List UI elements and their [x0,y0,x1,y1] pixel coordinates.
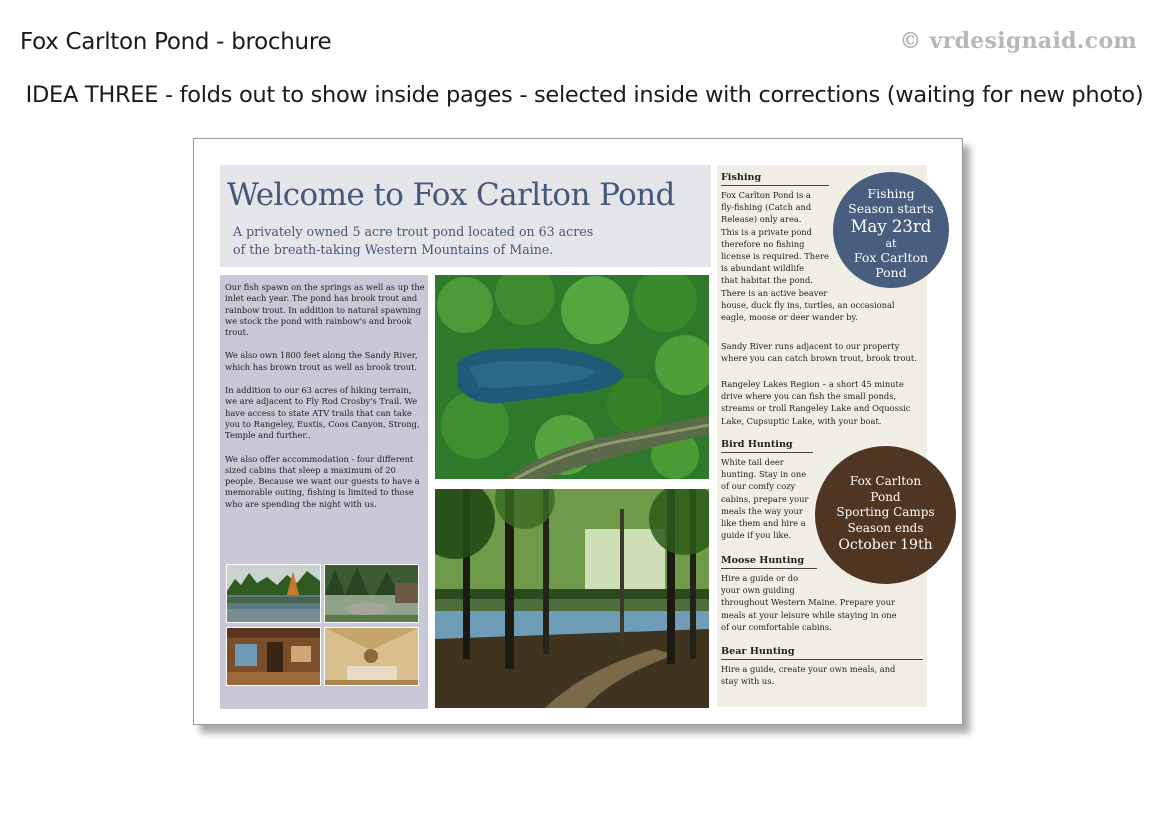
thumbnail-pond-shore [226,564,321,623]
badge-line: Season starts [848,201,934,216]
moose-hunting-heading: Moose Hunting [721,555,817,569]
bear-hunting-heading: Bear Hunting [721,646,923,660]
fishing-line: fly-fishing (Catch and [721,202,812,213]
left-column [220,275,428,709]
fishing-line: Release) only area. [721,214,802,225]
fishing-heading: Fishing [721,172,829,186]
bird-line: like them and hire a [721,518,806,529]
fishing-line: This is a private pond [721,226,812,237]
badge-line: Fishing [867,186,915,201]
moose-line: Hire a guide or do [721,573,799,583]
copyright-watermark: © vrdesignaid.com [899,28,1137,54]
thumbnail-cabin-grounds [324,564,419,623]
moose-line: meals at your leisure while staying in one [721,609,897,620]
badge-line: at [885,237,897,250]
page-caption: Fox Carlton Pond - brochure [20,29,332,55]
fishing-line: therefore no fishing [721,238,805,249]
fishing-season-badge [833,172,949,288]
rangeley-paragraph: Rangeley Lakes Region – a short 45 minute drive where you can fish the small ponds, streams or troll Rangeley Lake and Oquossic Lake, Cupsuptic Lake, with your boat. [721,379,911,426]
brochure-sheet [193,138,963,725]
paragraph-accommodation: We also offer accommodation - four different sized cabins that sleep a maximum of 20 people. Because we want our guests to have a memorable outing, fishing is limited to those who are spending the night with us. [225,453,420,509]
idea-description: IDEA THREE - folds out to show inside pages - selected inside with corrections (waiting for new photo) [25,82,1144,108]
paragraph-spawn: Our fish spawn on the springs as well as up the inlet each year. The pond has brook trout and rainbow trout. In addition to natural spawning we stock the pond with rainbow's and brook trout. [225,282,425,338]
moose-line: of our comfortable cabins. [721,621,832,632]
paragraph-river: We also own 1800 feet along the Sandy River, which has brown trout as well as brook trout. [225,350,418,372]
sandy-river-paragraph: Sandy River runs adjacent to our property where you can catch brown trout, brook trout. [721,341,917,364]
aerial-pond-photo [435,275,709,479]
moose-line: throughout Western Maine. Prepare your [721,597,896,608]
bear-line: stay with us. [721,676,775,687]
thumbnail-cabin-bedroom [324,627,419,686]
badge-date: October 19th [838,537,933,553]
forest-pond-photo [435,489,709,708]
bird-hunting-heading: Bird Hunting [721,439,813,453]
fishing-line: that habitat the pond. [721,275,813,286]
bird-line: of our comfy cozy [721,481,796,492]
brochure-title: Welcome to Fox Carlton Pond [227,177,675,213]
badge-date: May 23rd [850,217,932,236]
paragraph-hiking: In addition to our 63 acres of hiking terrain, we are adjacent to Fly Rod Crosby's Trail. We have access to state ATV trails that can take you to Rangeley, Eustis, Coos Canyon, Strong, Temple and further.. [225,385,420,441]
fishing-line: Fox Carlton Pond is a [721,190,811,200]
bear-hunting-body [721,663,926,687]
fishing-line: is abundant wildlife [721,263,805,274]
thumbnail-cabin-kitchen [226,627,321,686]
badge-line: Pond [870,489,901,504]
header-band [220,165,711,267]
badge-line: Fox Carlton [849,474,922,488]
subtitle-line-2: of the breath-taking Western Mountains of Maine. [233,242,554,257]
badge-line: Season ends [847,520,924,535]
left-text [225,282,425,522]
bird-line: meals the way your [721,505,803,516]
brochure-subtitle [233,223,703,259]
sporting-camps-badge [815,446,956,584]
subtitle-line-1: A privately owned 5 acre trout pond located on 63 acres [233,224,594,239]
fishing-line: There is an active beaver [721,287,828,298]
badge-line: Fox Carlton [853,250,929,265]
fishing-line: eagle, moose or deer wander by. [721,312,858,323]
bear-line: Hire a guide, create your own meals, and [721,664,896,674]
moose-line: your own guiding [721,585,795,596]
bird-line: guide if you like. [721,530,792,541]
badge-line: Sporting Camps [836,505,935,519]
fishing-line: license is required. There [721,251,829,262]
badge-line: Pond [875,265,907,280]
bird-line: White tail deer [721,457,784,467]
fishing-line: house, duck fly ins, turtles, an occasional [721,299,895,310]
bird-line: cabins, prepare your [721,493,809,504]
bird-line: hunting. Stay in one [721,469,807,480]
